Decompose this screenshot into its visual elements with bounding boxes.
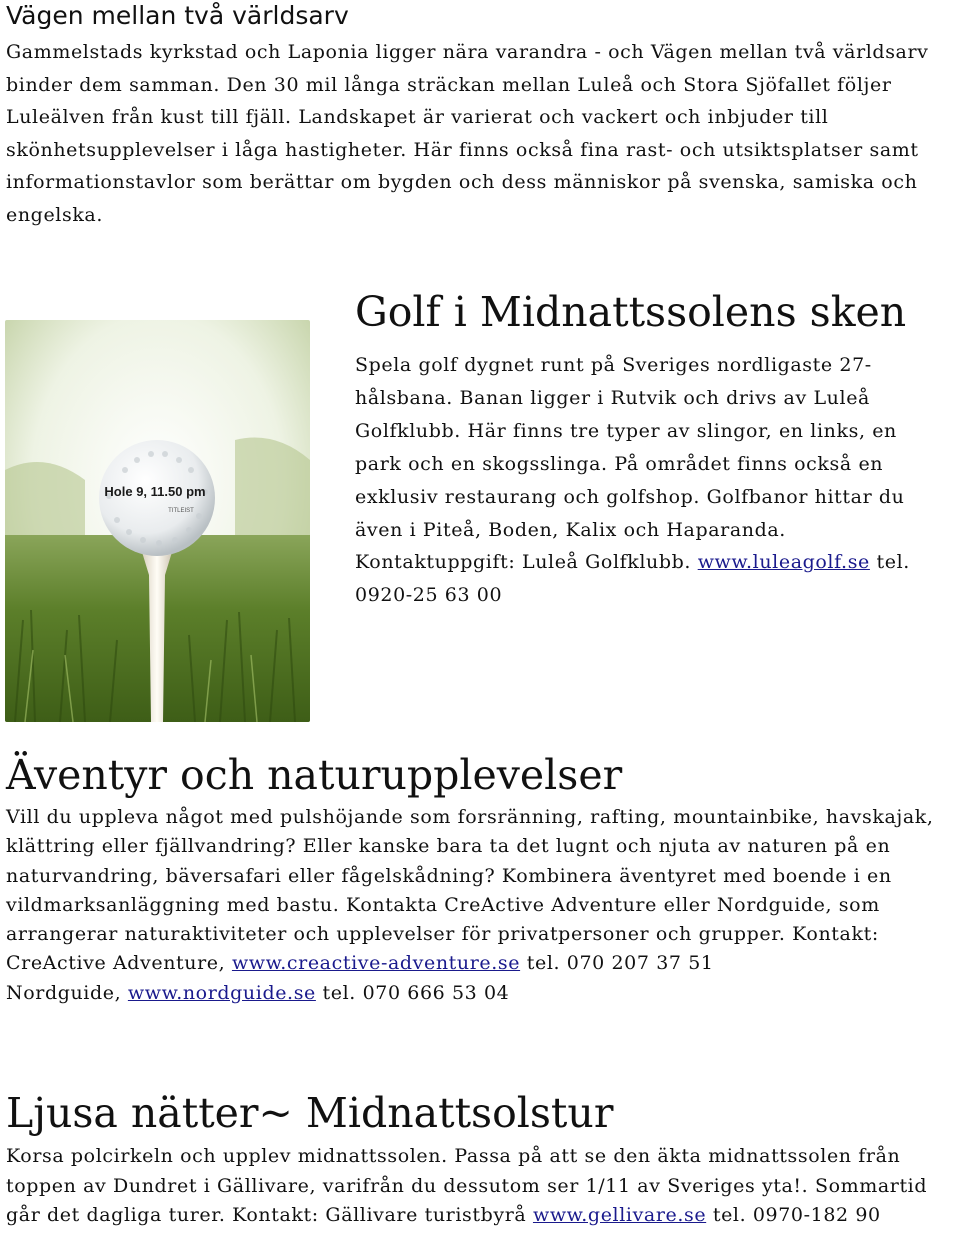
gellivare-website-link[interactable]: www.gellivare.se bbox=[532, 1204, 707, 1227]
golf-photo-caption: Hole 9, 11.50 pm bbox=[104, 484, 206, 499]
creactive-website-link[interactable]: www.creactive-adventure.se bbox=[231, 952, 521, 975]
section-heading-midnattsol: Ljusa nätter~ Midnattsolstur bbox=[6, 1089, 614, 1137]
golf-photo-ball-brand: TITLEIST bbox=[168, 508, 194, 514]
paragraph-golf bbox=[355, 349, 935, 612]
paragraph-midnattsol bbox=[6, 1142, 956, 1231]
aventyr-body-text: Vill du uppleva något med pulshöjande som forsränning, rafting, mountainbike, havskajak, klättring eller fjällvandring? Eller kanske bara ta det lugnt och njuta av naturen på en naturvandring, bäversafari eller fågelskådning? Kombinera äventyret med boende i en vildmarksanläggning med bastu. Kontakta CreActive Adventure eller Nordguide, som arrangerar naturaktiviteter och upplevelser för privatpersoner och grupper. Kontakt: bbox=[6, 806, 934, 946]
paragraph-varldsarv: Gammelstads kyrkstad och Laponia ligger nära varandra - och Vägen mellan två världsarv binder dem samman. Den 30 mil långa sträckan mellan Luleå och Stora Sjöfallet följer Luleälven från kust till fjäll. Landskapet är varierat och vackert och inbjuder till skönhetsupplevelser i låga hastigheter. Här finns också fina rast- och utsiktsplatser samt informationstavlor som berättar om bygden och dess människor på svenska, samiska och engelska. bbox=[6, 41, 929, 226]
midnattsol-body-text: Korsa polcirkeln och upplev midnattssolen. Passa på att se den äkta midnattssolen från toppen av Dundret i Gällivare, varifrån du dessutom ser 1/11 av Sveriges yta!. Sommartid går det dagliga turer. Kontakt: Gällivare turistbyrå bbox=[6, 1145, 928, 1227]
section-heading-aventyr: Äventyr och naturupplevelser bbox=[6, 751, 623, 799]
section-heading-varldsarv: Vägen mellan två världsarv bbox=[6, 1, 349, 30]
golf-website-link[interactable]: www.luleagolf.se bbox=[697, 551, 870, 574]
paragraph-aventyr bbox=[6, 803, 956, 1008]
gellivare-phone: tel. 0970-182 90 bbox=[712, 1204, 881, 1227]
nordguide-phone: tel. 070 666 53 04 bbox=[322, 981, 510, 1004]
golf-ball-photo bbox=[5, 320, 310, 722]
golf-body-text: Spela golf dygnet runt på Sveriges nordligaste 27-hålsbana. Banan ligger i Rutvik och drivs av Luleå Golfklubb. Här finns tre typer av slingor, en links, en park och en skogsslinga. På området finns också en exklusiv restaurang och golfshop. Golfbanor hittar du även i Piteå, Boden, Kalix och Haparanda. Kontaktuppgift: Luleå Golfklubb. bbox=[355, 354, 905, 574]
contact-nordguide bbox=[6, 979, 956, 1008]
nordguide-website-link[interactable]: www.nordguide.se bbox=[127, 981, 316, 1004]
contact-creactive bbox=[6, 949, 956, 978]
section-heading-golf: Golf i Midnattssolens sken bbox=[355, 288, 907, 336]
nordguide-name: Nordguide, bbox=[6, 981, 122, 1004]
creactive-phone: tel. 070 207 37 51 bbox=[526, 952, 714, 975]
creactive-name: CreActive Adventure, bbox=[6, 952, 226, 975]
golf-phone: tel. 0920-25 63 00 bbox=[355, 551, 910, 607]
